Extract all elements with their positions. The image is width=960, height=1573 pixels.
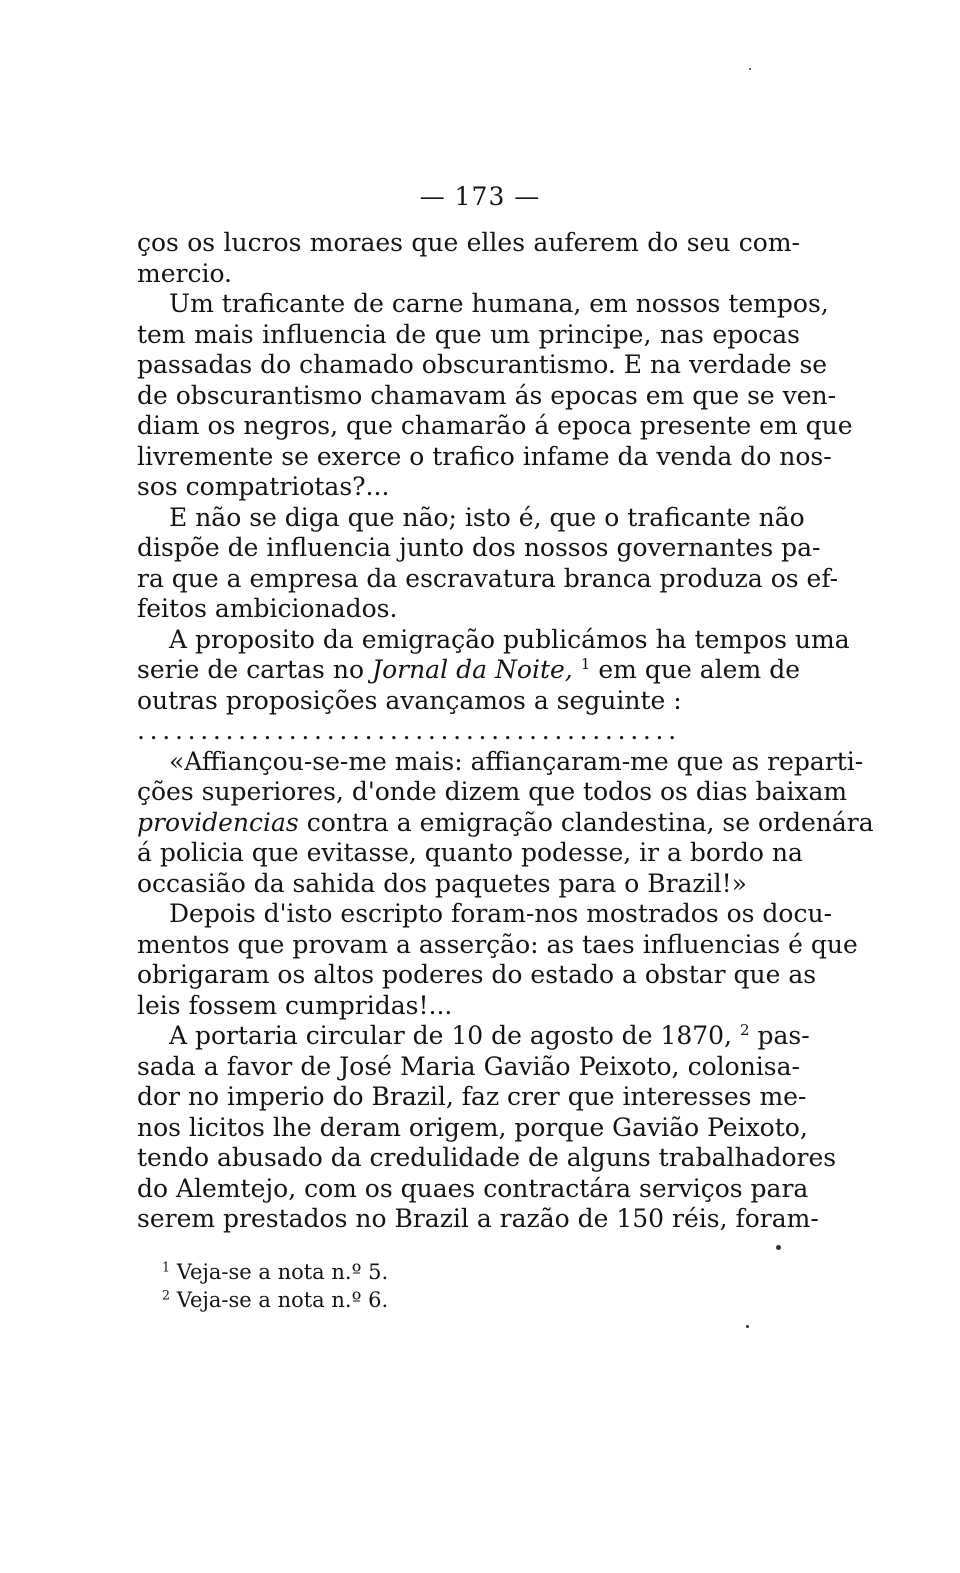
text-line: tem mais influencia de que um principe, nas epocas — [137, 319, 800, 349]
text-line: do Alemtejo, com os quaes contractára serviços para — [137, 1173, 809, 1203]
text-line: dispõe de influencia junto dos nossos governantes pa- — [137, 533, 821, 562]
footnote-ref: 2 — [739, 1021, 750, 1039]
text-line: ra que a empresa da escravatura branca produza os ef- — [137, 563, 839, 593]
text-line: obrigaram os altos poderes do estado a obstar que as — [137, 960, 817, 989]
text-line: occasião da sahida dos paquetes para o Brazil!» — [137, 868, 747, 898]
text-line: E não se diga que não; isto é, que o traficante não — [169, 502, 805, 532]
text-line: outras proposições avançamos a seguinte : — [137, 685, 682, 715]
text-line: leis fossem cumpridas!... — [137, 990, 453, 1020]
text-line: mercio. — [137, 258, 233, 288]
text-line: ções superiores, d'onde dizem que todos os dias baixam — [137, 777, 848, 806]
text-line: á policia que evitasse, quanto podesse, ir a bordo na — [137, 838, 803, 867]
text-span: contra a emigração clandestina, se ordenára — [306, 807, 874, 837]
text-line: Depois d'isto escripto foram-nos mostrados os docu- — [169, 899, 833, 928]
text-span: pas- — [757, 1021, 810, 1050]
footnote-mark: 1 — [162, 1259, 171, 1275]
scan-speck — [746, 1325, 749, 1328]
newspaper-title: Jornal da Noite, — [372, 655, 573, 684]
text-line: dor no imperio do Brazil, faz crer que interesses me- — [137, 1082, 807, 1111]
text-line: nos licitos lhe deram origem, porque Gavião Peixoto, — [137, 1112, 808, 1142]
text-line: ços os lucros moraes que elles auferem do seu com- — [137, 228, 800, 257]
text-line: Um traficante de carne humana, em nossos tempos, — [169, 289, 829, 318]
body-text — [137, 228, 874, 1235]
text-line: sos compatriotas?... — [137, 472, 390, 501]
text-span: em que alem de — [598, 655, 801, 684]
footnote-ref: 1 — [580, 655, 591, 673]
footnote — [162, 1286, 388, 1314]
text-line: passadas do chamado obscurantismo. E na verdade se — [137, 350, 828, 379]
text-line: «Affiançou-se-me mais: affiançaram-me que as reparti- — [169, 746, 864, 776]
text-span: A portaria circular de 10 de agosto de 1870, — [169, 1021, 733, 1050]
text-line: feitos ambicionados. — [137, 594, 398, 623]
text-line — [137, 1021, 810, 1052]
text-line: serem prestados no Brazil a razão de 150 réis, foram- — [137, 1204, 819, 1233]
text-line: sada a favor de José Maria Gavião Peixoto, colonisa- — [137, 1051, 800, 1081]
text-span: serie de cartas no — [137, 655, 365, 684]
text-line: tendo abusado da credulidade de alguns trabalhadores — [137, 1143, 837, 1172]
scan-speck — [749, 68, 751, 70]
text-line — [137, 655, 800, 686]
footnote-text: Veja-se a nota n.º 5. — [176, 1260, 389, 1284]
text-line: A proposito da emigração publicámos ha tempos uma — [169, 624, 850, 654]
text-line: diam os negros, que chamarão á epoca presente em que — [137, 411, 853, 440]
footnotes — [162, 1258, 388, 1314]
text-line: livremente se exerce o trafico infame da venda do nos- — [137, 441, 832, 471]
ellipsis-divider: ........................................... — [137, 716, 681, 745]
text-line: de obscurantismo chamavam ás epocas em que se ven- — [137, 380, 837, 410]
scan-speck — [776, 1245, 781, 1250]
text-line — [137, 807, 874, 839]
footnote-text: Veja-se a nota n.º 6. — [176, 1288, 389, 1312]
text-line: mentos que provam a asserção: as taes influencias é que — [137, 929, 858, 959]
footnote — [162, 1258, 388, 1286]
footnote-mark: 2 — [162, 1287, 171, 1303]
page-number: — 173 — — [419, 182, 541, 211]
emphasized-word: providencias — [137, 807, 299, 837]
